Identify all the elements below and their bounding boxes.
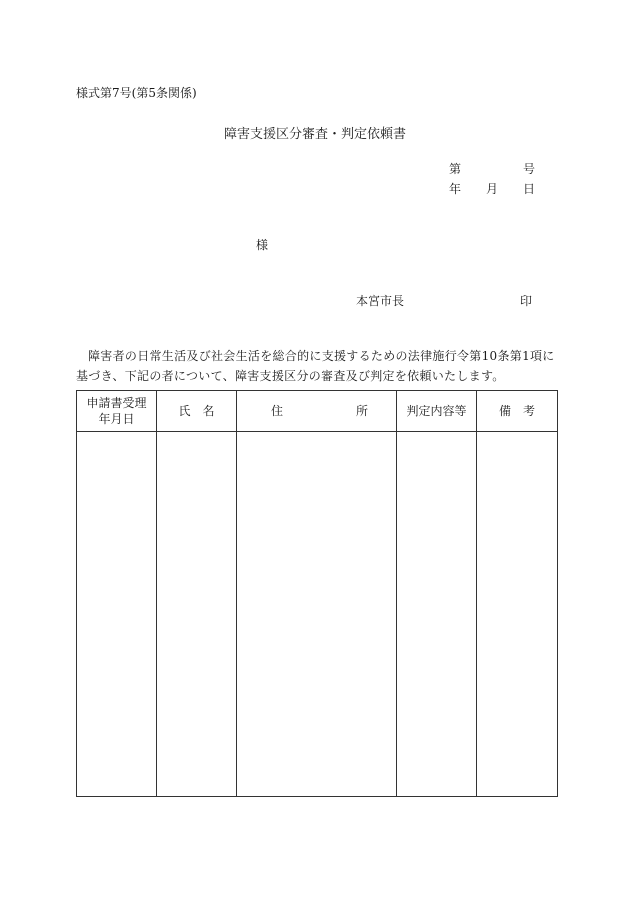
addressee-honorific: 様 [256, 238, 269, 252]
date-line [449, 180, 539, 196]
header-remarks: 備 考 [477, 391, 558, 432]
header-address-char1: 住 [271, 404, 284, 418]
body-text: 障害者の日常生活及び社会生活を総合的に支援するための法律施行令第10条第1項に基づき、下記の者について、障害支援区分の審査及び判定を依頼いたします。 [76, 349, 555, 383]
number-prefix: 第 [449, 162, 462, 176]
header-receipt-date-line1: 申請書受理 [86, 396, 147, 410]
sender-title: 本宮市長 [356, 294, 405, 308]
header-address [237, 391, 397, 432]
form-number: 様式第7号(第5条関係) [76, 86, 197, 100]
cell-remarks[interactable] [477, 432, 558, 797]
header-judgment: 判定内容等 [397, 391, 477, 432]
cell-receipt-date[interactable] [77, 432, 157, 797]
number-suffix: 号 [523, 162, 536, 176]
document-title: 障害支援区分審査・判定依頼書 [223, 127, 406, 142]
date-day: 日 [523, 182, 536, 196]
seal-mark: 印 [520, 294, 533, 308]
reference-number-line [449, 160, 539, 176]
cell-judgment[interactable] [397, 432, 477, 797]
header-receipt-date-line2: 年月日 [98, 412, 135, 426]
cell-name[interactable] [157, 432, 237, 797]
header-address-char2: 所 [355, 404, 368, 418]
header-receipt-date [77, 391, 157, 432]
table-header-row [77, 391, 558, 432]
request-table [76, 390, 558, 797]
header-name: 氏 名 [157, 391, 237, 432]
date-month: 月 [486, 182, 499, 196]
table-row [77, 432, 558, 797]
cell-address[interactable] [237, 432, 397, 797]
date-year: 年 [449, 182, 462, 196]
